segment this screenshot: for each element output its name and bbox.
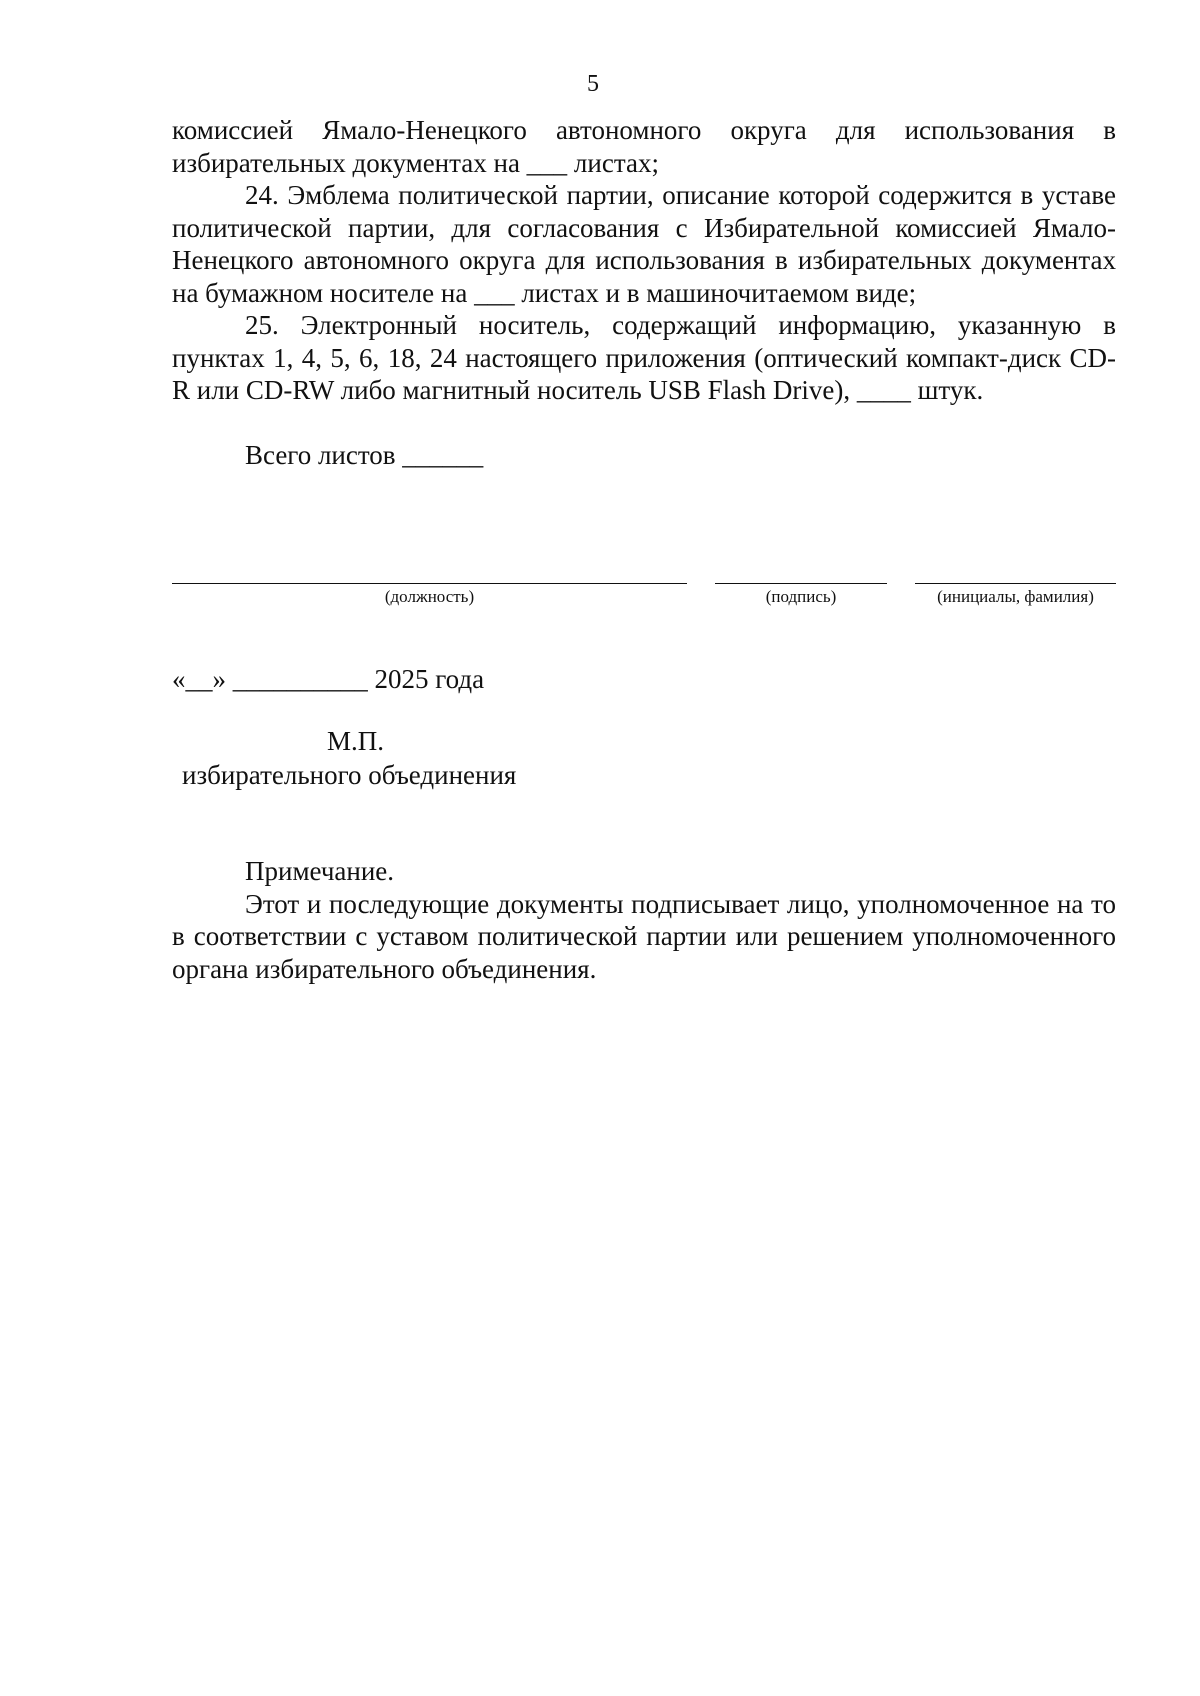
item-25: 25. Электронный носитель, содержащий информацию, указанную в пунктах 1, 4, 5, 6, 18, 24 настоящего приложения (оптический компакт-диск CD-R или CD-RW либо магнитный носитель USB Flash Drive), ____ штук. [172, 310, 1116, 405]
stamp-association: избирательного объединения [182, 760, 517, 790]
document-body [172, 114, 1116, 471]
name-caption: (инициалы, фамилия) [937, 587, 1094, 606]
page-number: 5 [587, 71, 599, 97]
signature-block [172, 583, 1116, 623]
date-line: «__» __________ 2025 года [172, 664, 485, 694]
signature-line [715, 583, 887, 607]
stamp-place [172, 724, 552, 792]
position-line [172, 583, 687, 607]
signature-caption: (подпись) [765, 587, 837, 606]
note-block [172, 855, 1116, 985]
item-23-continuation: комиссией Ямало-Ненецкого автономного округа для использования в избирательных документах на ___ листах; [172, 115, 1116, 178]
spacer [172, 407, 1116, 439]
position-caption: (должность) [384, 587, 475, 606]
stamp-mp: М.П. [327, 726, 385, 756]
note-heading: Примечание. [245, 856, 395, 886]
note-text: Этот и последующие документы подписывает лицо, уполномоченное на то в соответствии с уставом политической партии или решением уполномоченного органа избирательного объединения. [172, 888, 1116, 984]
item-24: 24. Эмблема политической партии, описание которой содержится в уставе политической партии, для согласования с Избирательной комиссией Ямало-Ненецкого автономного округа для использования в избирательных документах на бумажном носителе на ___ листах и в машиночитаемом виде; [172, 180, 1116, 308]
total-sheets: Всего листов ______ [245, 439, 484, 470]
name-line [915, 583, 1116, 607]
